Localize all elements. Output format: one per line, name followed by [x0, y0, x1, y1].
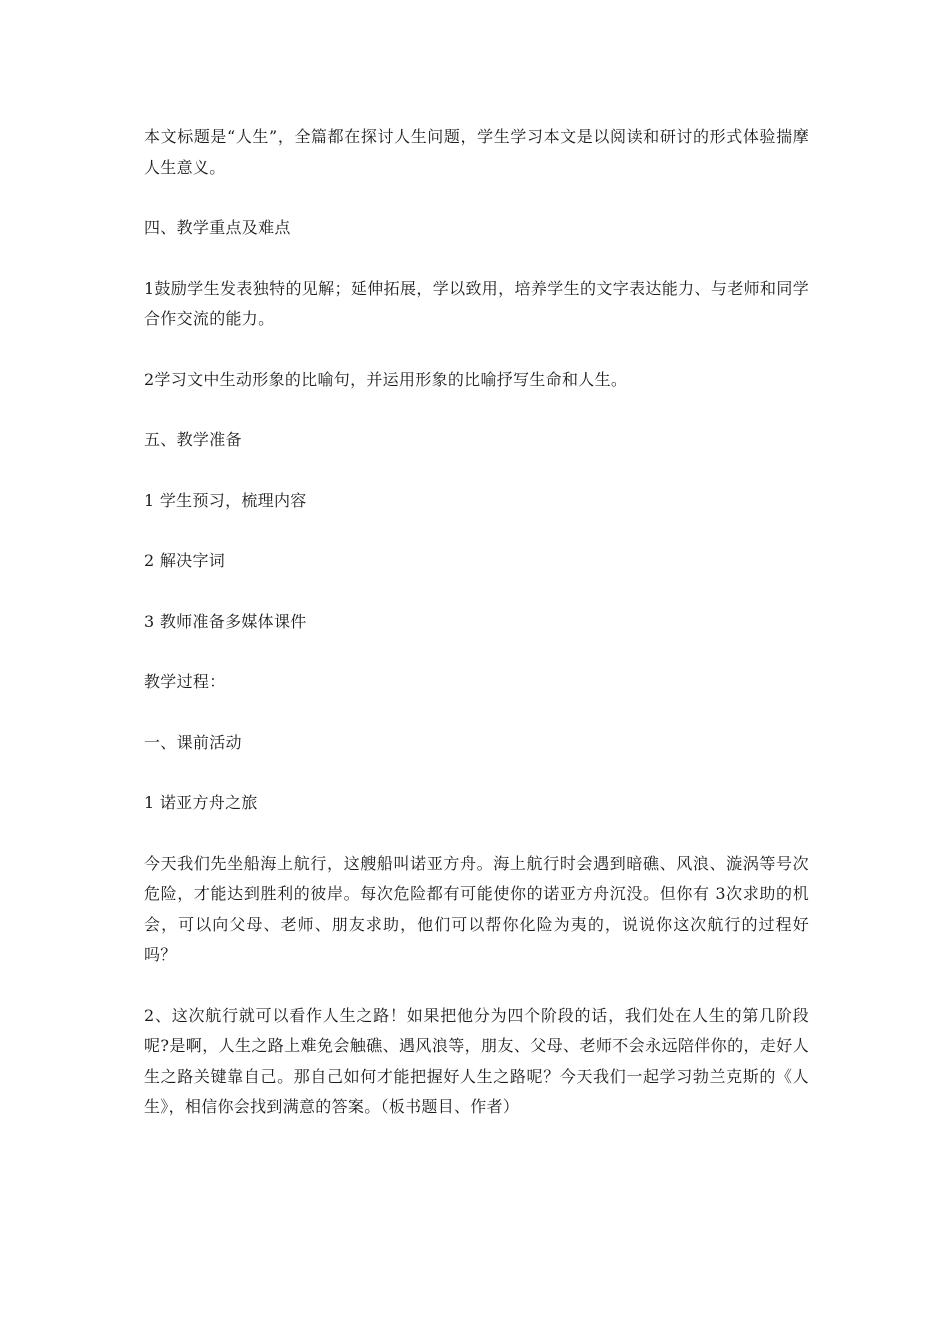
heading-noah-ark-journey: 1 诺亚方舟之旅 [144, 793, 258, 812]
heading-teaching-focus: 四、教学重点及难点 [144, 218, 291, 237]
paragraph-prep-1: 1 学生预习，梳理内容 [144, 490, 307, 510]
paragraph-voyage-story: 今天我们先坐船海上航行，这艘船叫诺亚方舟。海上航行时会遇到暗礁、风浪、漩涡等号次危险，才能达到胜利的彼岸。每次危险都有可能使你的诺亚方舟沉没。但你有 3次求助的机会，可以向父母、老师、朋友求助，他们可以帮你化险为夷的，说说你这次航行的过程好吗？ [144, 853, 809, 964]
heading-pre-class-activity: 一、课前活动 [144, 732, 242, 752]
heading-teaching-preparation: 五、教学准备 [144, 430, 242, 449]
paragraph-focus-1: 1鼓励学生发表独特的见解；延伸拓展，学以致用，培养学生的文字表达能力、与老师和同学合作交流的能力。 [144, 278, 809, 328]
paragraph-life-road: 2、这次航行就可以看作人生之路！如果把他分为四个阶段的话，我们处在人生的第几阶段呢?是啊，人生之路上难免会触礁、遇风浪等，朋友、父母、老师不会永远陪伴你的，走好人生之路关键靠自己。那自己如何才能把握好人生之路呢？今天我们一起学习勃兰克斯的《人生》，相信你会找到满意的答案。（板书题目、作者） [144, 1005, 809, 1116]
document-body [144, 122, 809, 1153]
paragraph-prep-2: 2 解决字词 [144, 551, 226, 570]
paragraph-focus-2: 2学习文中生动形象的比喻句，并运用形象的比喻抒写生命和人生。 [144, 369, 628, 389]
heading-teaching-process: 教学过程： [144, 672, 226, 691]
paragraph-prep-3: 3 教师准备多媒体课件 [144, 611, 307, 631]
paragraph-topic-intro: 本文标题是“人生”，全篇都在探讨人生问题，学生学习本文是以阅读和研讨的形式体验揣摩人生意义。 [144, 127, 809, 177]
